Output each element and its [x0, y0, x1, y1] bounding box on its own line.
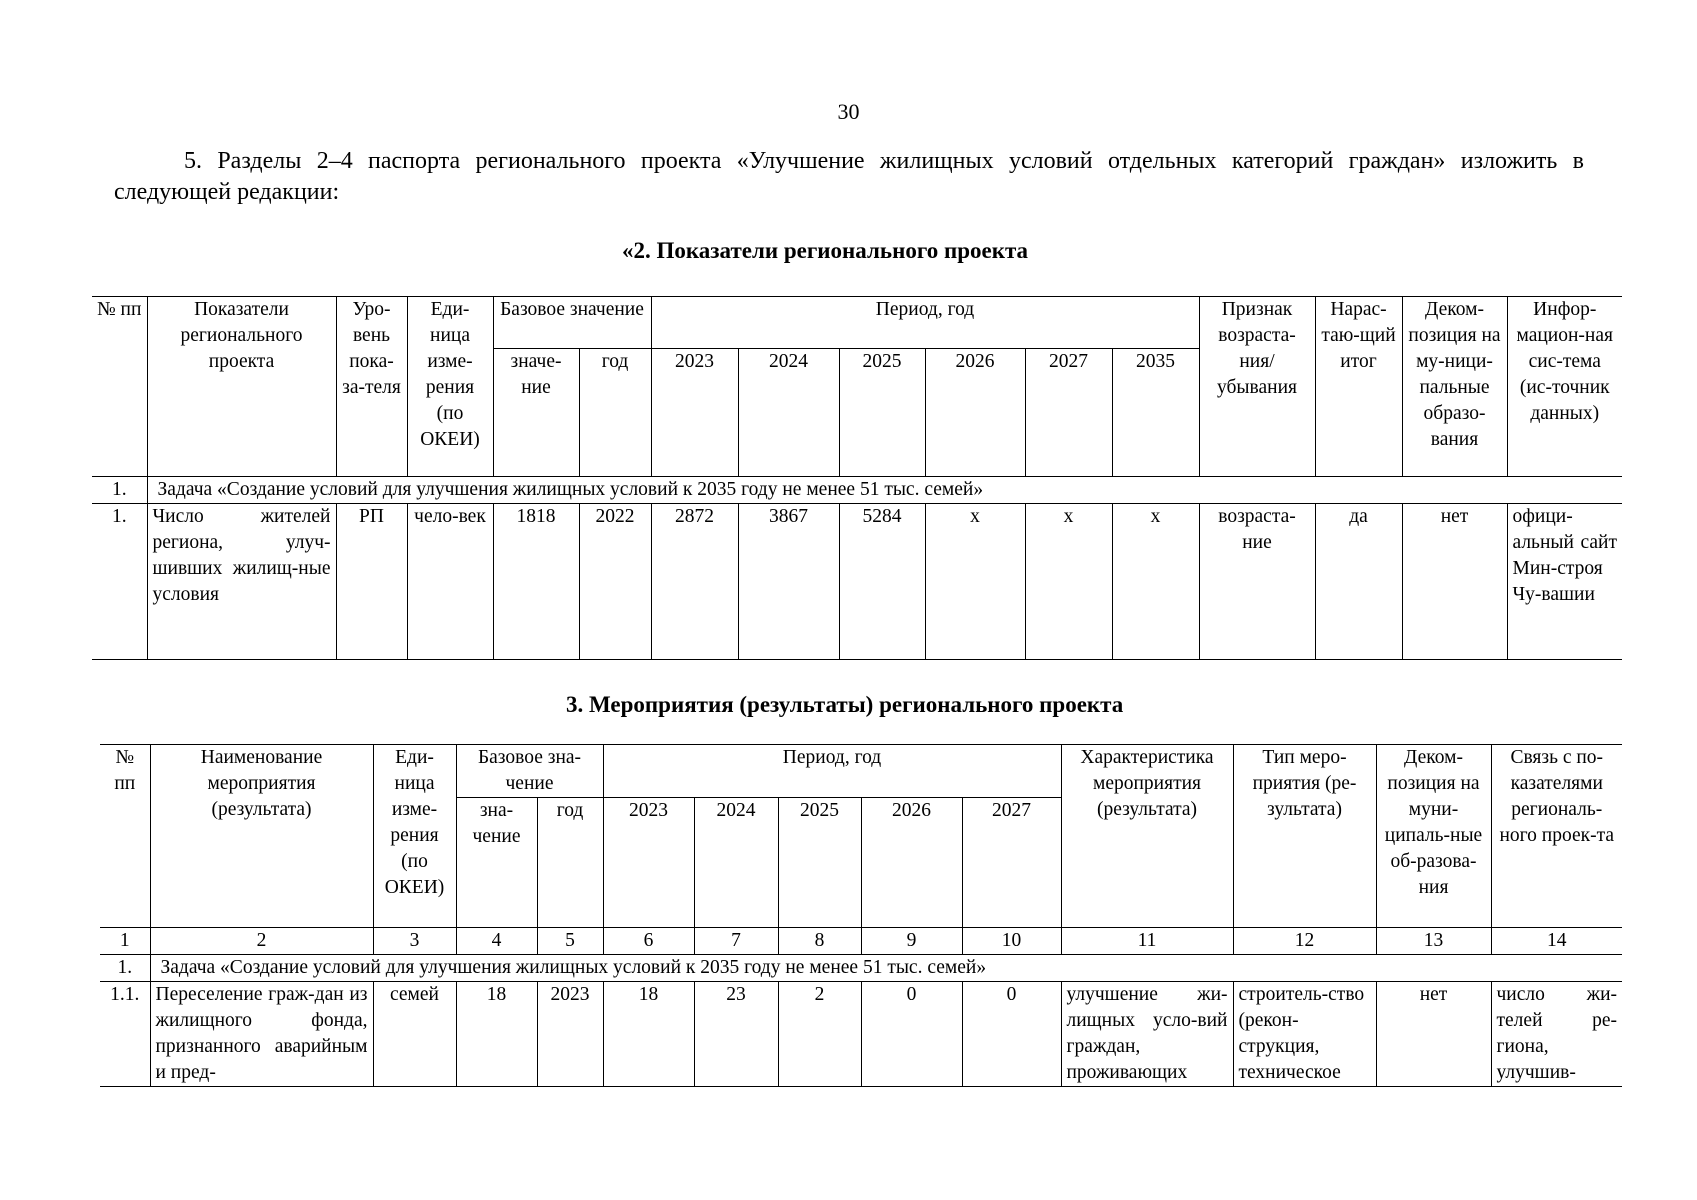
section-2-title: «2. Показатели регионального проекта [622, 238, 1029, 263]
header-base-year: год [537, 798, 603, 928]
row-unit: семей [373, 982, 456, 1087]
header-year-2024: 2024 [738, 349, 839, 477]
task-text: Задача «Создание условий для улучшения жилищных условий к 2035 году не менее 51 тыс. семей» [150, 955, 1622, 982]
indicators-table [92, 296, 1622, 660]
row-year-2025: 5284 [839, 504, 925, 660]
header-year-2023: 2023 [651, 349, 738, 477]
task-text: Задача «Создание условий для улучшения жилищных условий к 2035 году не менее 51 тыс. семей» [147, 477, 1622, 504]
header-link: Связь с по-казателями региональ-ного проек-та [1491, 745, 1622, 928]
row-year-2026: х [925, 504, 1025, 660]
row-decomposition: нет [1376, 982, 1491, 1087]
header-year-2026: 2026 [925, 349, 1025, 477]
row-decomposition: нет [1402, 504, 1507, 660]
task-row [100, 955, 1622, 982]
row-name: Переселение граж-дан из жилищного фонда, признанного аварийным и пред- [150, 982, 373, 1087]
task-num: 1. [100, 955, 150, 982]
row-year-2024: 23 [694, 982, 778, 1087]
column-number: 14 [1491, 928, 1622, 955]
column-number-row [100, 928, 1622, 955]
header-year-2035: 2035 [1112, 349, 1199, 477]
row-year-2027: 0 [962, 982, 1061, 1087]
row-base-value: 1818 [493, 504, 579, 660]
row-num: 1. [92, 504, 147, 660]
header-base: Базовое зна-чение [456, 745, 603, 798]
header-year-2025: 2025 [839, 349, 925, 477]
column-number: 7 [694, 928, 778, 955]
header-type: Тип меро-приятия (ре-зультата) [1233, 745, 1376, 928]
row-sign: возраста-ние [1199, 504, 1315, 660]
header-unit: Еди-ница изме-рения (по ОКЕИ) [373, 745, 456, 928]
column-number: 6 [603, 928, 694, 955]
header-year-2027: 2027 [1025, 349, 1112, 477]
header-base-year: год [579, 349, 651, 477]
row-year-2026: 0 [861, 982, 962, 1087]
header-period: Период, год [603, 745, 1061, 798]
column-number: 1 [100, 928, 150, 955]
header-cumulative: Нарас-таю-щий итог [1315, 297, 1402, 477]
table-row [100, 982, 1622, 1087]
header-characteristic: Характеристика мероприятия (результата) [1061, 745, 1233, 928]
row-base-value: 18 [456, 982, 537, 1087]
column-number: 11 [1061, 928, 1233, 955]
column-number: 5 [537, 928, 603, 955]
row-link: число жи-телей ре-гиона, улучшив- [1491, 982, 1622, 1087]
header-year-2024: 2024 [694, 798, 778, 928]
row-cumulative: да [1315, 504, 1402, 660]
header-year-2023: 2023 [603, 798, 694, 928]
row-year-2027: х [1025, 504, 1112, 660]
row-year-2024: 3867 [738, 504, 839, 660]
task-num: 1. [92, 477, 147, 504]
task-row [92, 477, 1622, 504]
column-number: 10 [962, 928, 1061, 955]
column-number: 13 [1376, 928, 1491, 955]
column-number: 3 [373, 928, 456, 955]
row-base-year: 2023 [537, 982, 603, 1087]
header-year-2025: 2025 [778, 798, 861, 928]
header-decomposition: Деком-позиция на му-ници-пальные образо-вания [1402, 297, 1507, 477]
header-period: Период, год [651, 297, 1199, 349]
header-num: № пп [100, 745, 150, 928]
table-row [92, 504, 1622, 660]
section-3-title: 3. Мероприятия (результаты) регионального проекта [566, 692, 1124, 717]
column-number: 9 [861, 928, 962, 955]
row-indicator: Число жителей региона, улуч-шивших жилищ-ные условия [147, 504, 336, 660]
header-sign: Признак возраста-ния/ убывания [1199, 297, 1315, 477]
row-base-year: 2022 [579, 504, 651, 660]
header-unit: Еди-ница изме-рения (по ОКЕИ) [407, 297, 493, 477]
header-name: Наименование мероприятия (результата) [150, 745, 373, 928]
page-number: 30 [837, 99, 860, 124]
row-year-2023: 2872 [651, 504, 738, 660]
column-number: 8 [778, 928, 861, 955]
row-info-system: офици-альный сайт Мин-строя Чу-вашии [1507, 504, 1622, 660]
header-base: Базовое значение [493, 297, 651, 349]
header-num: № пп [92, 297, 147, 477]
row-level: РП [336, 504, 407, 660]
row-year-2023: 18 [603, 982, 694, 1087]
row-num: 1.1. [100, 982, 150, 1087]
column-number: 2 [150, 928, 373, 955]
column-number: 12 [1233, 928, 1376, 955]
row-characteristic: улучшение жи-лищных усло-вий граждан, проживающих [1061, 982, 1233, 1087]
row-type: строитель-ство (рекон-струкция, техническое [1233, 982, 1376, 1087]
row-year-2025: 2 [778, 982, 861, 1087]
header-base-value: зна-чение [456, 798, 537, 928]
row-year-2035: х [1112, 504, 1199, 660]
header-decomposition: Деком-позиция на муни-ципаль-ные об-разова-ния [1376, 745, 1491, 928]
header-level: Уро-вень пока-за-теля [336, 297, 407, 477]
header-year-2027: 2027 [962, 798, 1061, 928]
row-unit: чело-век [407, 504, 493, 660]
header-year-2026: 2026 [861, 798, 962, 928]
header-info-system: Инфор-мацион-ная сис-тема (ис-точник данных) [1507, 297, 1622, 477]
activities-table [100, 744, 1622, 1087]
column-number: 4 [456, 928, 537, 955]
header-indicator: Показатели регионального проекта [147, 297, 336, 477]
header-base-value: значе-ние [493, 349, 579, 477]
intro-paragraph: 5. Разделы 2–4 паспорта регионального проекта «Улучшение жилищных условий отдельных категорий граждан» изложить в следующей редакции: [114, 148, 1584, 205]
